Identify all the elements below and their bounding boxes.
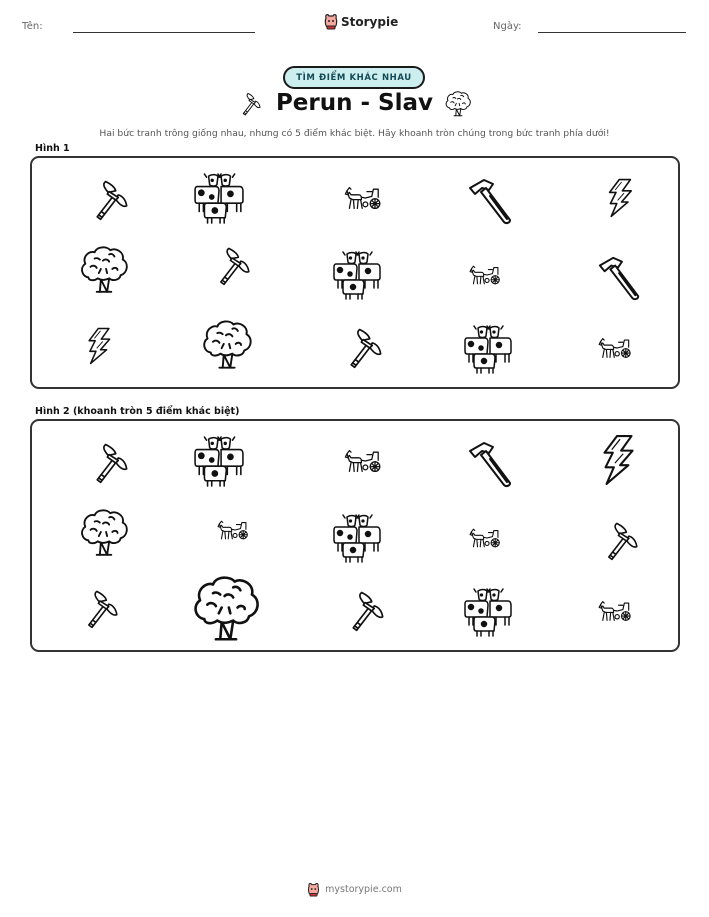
axe-icon[interactable] <box>212 244 252 288</box>
date-label: Ngày: <box>493 21 522 32</box>
instructions: Hai bức tranh trông giống nhau, nhưng có 5 điểm khác biệt. Hãy khoanh tròn chúng trong bức tranh phía dưới! <box>99 128 610 139</box>
footer-url[interactable]: mystorypie.com <box>325 884 402 895</box>
axe-icon[interactable] <box>88 441 130 485</box>
axe-icon[interactable] <box>344 589 386 633</box>
horse-cart-icon[interactable] <box>460 521 510 555</box>
picture-2-panel <box>30 419 680 652</box>
cows-icon[interactable] <box>330 250 384 300</box>
lightning-icon[interactable] <box>600 174 640 222</box>
storypie-mascot-icon <box>307 882 320 897</box>
brand-name: Storypie <box>341 14 399 29</box>
horse-cart-icon[interactable] <box>590 330 640 366</box>
picture-2-label: Hình 2 (khoanh tròn 5 điểm khác biệt) <box>35 406 240 417</box>
axe-icon[interactable] <box>88 178 130 222</box>
cows-icon[interactable] <box>462 324 514 374</box>
hammer-icon[interactable] <box>466 176 516 226</box>
tree-icon[interactable] <box>78 244 130 296</box>
hammer-icon[interactable] <box>596 252 644 304</box>
lightning-icon[interactable] <box>592 425 644 495</box>
cows-icon[interactable] <box>462 587 514 637</box>
date-field[interactable] <box>538 32 686 33</box>
axe-icon[interactable] <box>80 587 120 631</box>
tree-icon[interactable] <box>190 571 262 647</box>
name-field[interactable] <box>73 32 255 33</box>
tree-icon <box>444 90 472 118</box>
horse-cart-icon[interactable] <box>590 593 640 629</box>
horse-cart-icon[interactable] <box>208 513 258 547</box>
picture-1-label: Hình 1 <box>35 143 70 154</box>
name-label: Tên: <box>22 21 43 32</box>
picture-1-panel <box>30 156 680 389</box>
tree-icon[interactable] <box>200 318 254 372</box>
footer <box>0 882 709 897</box>
axe-icon[interactable] <box>342 326 384 370</box>
horse-cart-icon[interactable] <box>460 258 510 292</box>
axe-icon[interactable] <box>600 519 640 563</box>
cows-icon[interactable] <box>192 435 246 487</box>
lightning-icon[interactable] <box>80 322 118 370</box>
horse-cart-icon[interactable] <box>338 178 388 218</box>
cows-icon[interactable] <box>192 172 246 224</box>
activity-badge: TÌM ĐIỂM KHÁC NHAU <box>283 66 425 89</box>
tree-icon[interactable] <box>78 507 130 559</box>
storypie-mascot-icon <box>324 13 338 30</box>
storypie-logo <box>324 13 398 30</box>
hammer-icon[interactable] <box>466 439 516 489</box>
page-title: Perun - Slav <box>275 90 434 116</box>
cows-icon[interactable] <box>330 513 384 563</box>
horse-cart-icon[interactable] <box>338 441 388 481</box>
